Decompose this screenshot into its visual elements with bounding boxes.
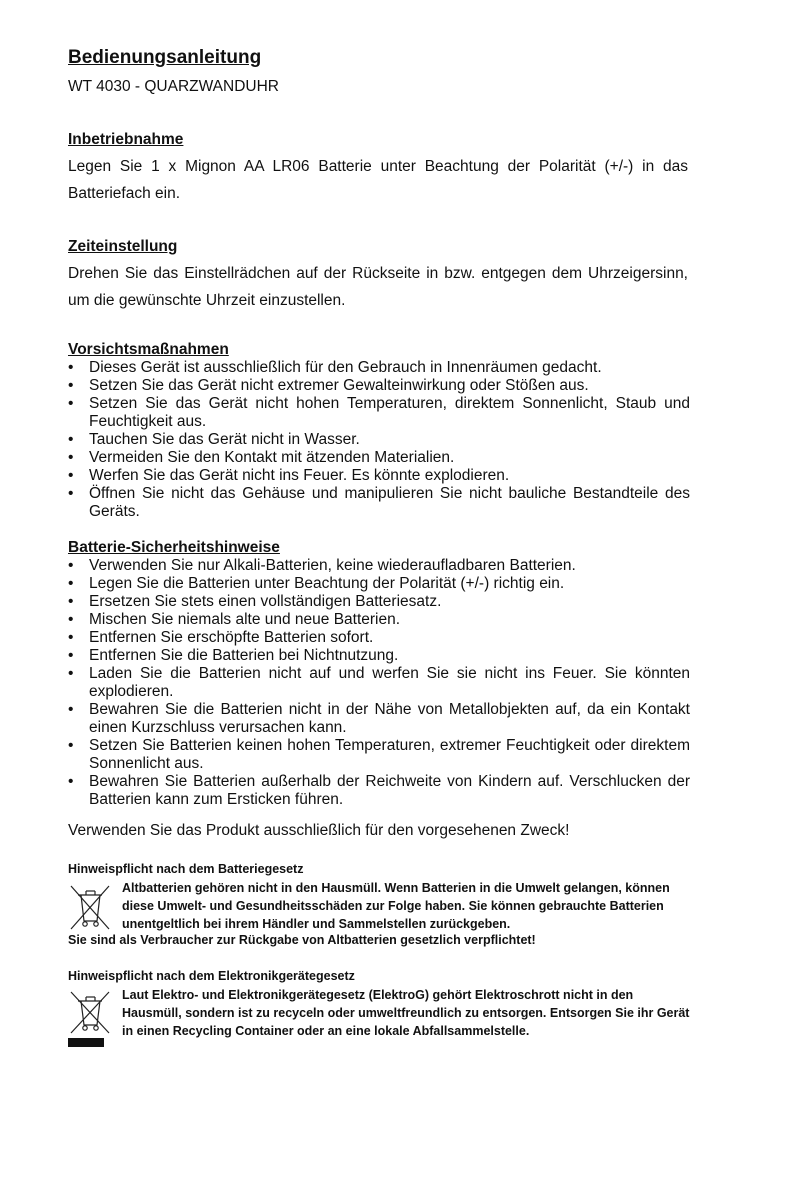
- list-item: • Entfernen Sie die Batterien bei Nichtnutzung.: [68, 647, 399, 664]
- bullet: •: [68, 593, 74, 610]
- list-item: • Entfernen Sie erschöpfte Batterien sofort.: [68, 629, 374, 646]
- bullet: •: [68, 485, 74, 502]
- list-item: • Bewahren Sie Batterien außerhalb der Reichweite von Kindern auf. Verschlucken der Batterien kann zum Ersticken führen.: [68, 773, 690, 808]
- bullet: •: [68, 467, 74, 484]
- list-item: • Laden Sie die Batterien nicht auf und werfen Sie sie nicht ins Feuer. Sie könnten explodieren.: [68, 665, 690, 700]
- bullet: •: [68, 575, 74, 592]
- list-item: • Werfen Sie das Gerät nicht ins Feuer. Es könnte explodieren.: [68, 467, 510, 484]
- list-item: • Tauchen Sie das Gerät nicht in Wasser.: [68, 431, 360, 448]
- page-title: Bedienungsanleitung: [68, 47, 262, 68]
- bullet: •: [68, 665, 74, 682]
- bullet: •: [68, 701, 74, 718]
- heading-zeiteinstellung: Zeiteinstellung: [68, 238, 178, 255]
- text-inbetriebnahme: Legen Sie 1 x Mignon AA LR06 Batterie unter Beachtung der Polarität (+/-) in das Batteriefach ein.: [68, 158, 688, 202]
- heading-batterie-sicherheitshinweise: Batterie-Sicherheitshinweise: [68, 539, 280, 556]
- bullet: •: [68, 629, 74, 646]
- list-item: • Legen Sie die Batterien unter Beachtung der Polarität (+/-) richtig ein.: [68, 575, 565, 592]
- bullet: •: [68, 449, 74, 466]
- closing-note: Verwenden Sie das Produkt ausschließlich für den vorgesehenen Zweck!: [68, 822, 570, 839]
- list-item: • Bewahren Sie die Batterien nicht in der Nähe von Metallobjekten auf, da ein Kontakt einen Kurzschluss verursachen kann.: [68, 701, 690, 736]
- bullet: •: [68, 611, 74, 628]
- list-item: • Dieses Gerät ist ausschließlich für den Gebrauch in Innenräumen gedacht.: [68, 359, 602, 376]
- list-item: • Setzen Sie Batterien keinen hohen Temperaturen, extremer Feuchtigkeit oder direktem Sonnenlicht aus.: [68, 737, 690, 772]
- heading-batteriegesetz: Hinweispflicht nach dem Batteriegesetz: [68, 862, 304, 876]
- heading-inbetriebnahme: Inbetriebnahme: [68, 131, 184, 148]
- list-item: • Setzen Sie das Gerät nicht hohen Temperaturen, direktem Sonnenlicht, Staub und Feuchtigkeit aus.: [68, 395, 690, 430]
- list-item: • Ersetzen Sie stets einen vollständigen Batteriesatz.: [68, 593, 442, 610]
- bullet: •: [68, 377, 74, 394]
- product-subtitle: WT 4030 - QUARZWANDUHR: [68, 78, 279, 95]
- crossed-out-wheelie-bin-with-bar-icon: [68, 989, 112, 1049]
- bullet: •: [68, 431, 74, 448]
- bullet: •: [68, 647, 74, 664]
- text-batteriegesetz: Altbatterien gehören nicht in den Hausmüll. Wenn Batterien in die Umwelt gelangen, können diese Umwelt- und Gesundheitsschäden zur Folge haben. Sie können gebrauchte Batterien unentgeltlich bei ihrem Händler und Sammelstellen zurückgeben.: [122, 881, 670, 931]
- heading-elektronikgeraetegesetz: Hinweispflicht nach dem Elektronikgerätegesetz: [68, 969, 355, 983]
- bullet: •: [68, 395, 74, 412]
- battery-safety-list: [68, 557, 690, 809]
- bullet: •: [68, 737, 74, 754]
- list-item: • Setzen Sie das Gerät nicht extremer Gewalteinwirkung oder Stößen aus.: [68, 377, 589, 394]
- list-item: • Mischen Sie niemals alte und neue Batterien.: [68, 611, 401, 628]
- bullet: •: [68, 773, 74, 790]
- list-item: • Verwenden Sie nur Alkali-Batterien, keine wiederaufladbaren Batterien.: [68, 557, 576, 574]
- heading-vorsichtsmassnahmen: Vorsichtsmaßnahmen: [68, 341, 229, 358]
- crossed-out-wheelie-bin-icon: [68, 883, 112, 933]
- text-zeiteinstellung: Drehen Sie das Einstellrädchen auf der Rückseite in bzw. entgegen dem Uhrzeigersinn, um die gewünschte Uhrzeit einzustellen.: [68, 265, 688, 309]
- list-item: • Vermeiden Sie den Kontakt mit ätzenden Materialien.: [68, 449, 455, 466]
- list-item: • Öffnen Sie nicht das Gehäuse und manipulieren Sie nicht bauliche Bestandteile des Geräts.: [68, 485, 690, 520]
- text-elektronikgeraetegesetz: Laut Elektro- und Elektronikgerätegesetz (ElektroG) gehört Elektroschrott nicht in den Hausmüll, sondern ist zu recyceln oder umweltfreundlich zu entsorgen. Entsorgen Sie ihr Gerät in einen Recycling Container oder an eine lokale Abfallsammelstelle.: [122, 988, 690, 1038]
- bullet: •: [68, 557, 74, 574]
- precautions-list: [68, 359, 690, 521]
- text-batteriegesetz-tail: Sie sind als Verbraucher zur Rückgabe von Altbatterien gesetzlich verpflichtet!: [68, 933, 536, 947]
- bullet: •: [68, 359, 74, 376]
